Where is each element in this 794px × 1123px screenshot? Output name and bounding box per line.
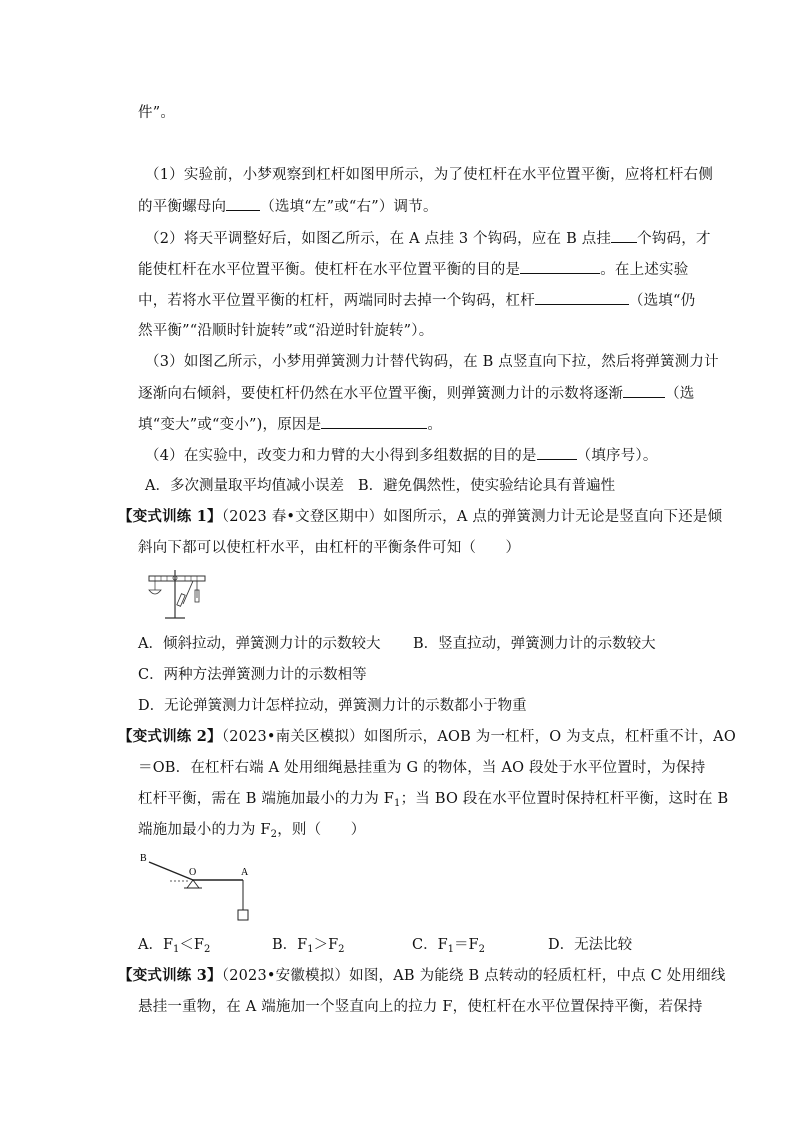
text-segment: 的平衡螺母向: [138, 199, 227, 215]
exercise-1-option-d: D．无论弹簧测力计怎样拉动，弹簧测力计的示数都小于物重: [138, 698, 527, 714]
exercise-2-line-2: ＝OB．在杠杆右端 A 处用细绳悬挂重为 G 的物体，当 AO 段处于水平位置时，为保持: [138, 760, 706, 776]
exercise-tag: 【变式训练 1】: [118, 508, 222, 525]
exercise-2-option-d: D．无法比较: [548, 937, 633, 953]
answer-blank[interactable]: [623, 383, 665, 398]
text-segment: A．F: [138, 937, 174, 953]
text-segment: 能使杠杆在水平位置平衡。使杠杆在水平位置平衡的目的是: [138, 262, 521, 278]
text-segment: C．F: [412, 937, 448, 953]
exercise-2-option-b: [272, 935, 345, 955]
subscript: 2: [338, 944, 345, 955]
exercise-1-line-2: 斜向下都可以使杠杆水平，由杠杆的平衡条件可知（ ）: [138, 540, 521, 556]
text-segment: 。: [427, 417, 443, 433]
exercise-2-option-a: [138, 935, 210, 955]
text-segment: ＝F: [454, 937, 479, 953]
text-segment: ＞F: [313, 937, 339, 953]
text-segment: 。在上述实验: [600, 262, 689, 278]
answer-blank[interactable]: [321, 414, 427, 429]
aob-lever-figure: [140, 850, 270, 925]
exercise-source: （2023 春•文登区期中）: [221, 509, 384, 525]
text-segment: （选填“左”或“右”）调节。: [260, 199, 438, 215]
label-o: O: [189, 867, 197, 878]
question-3-line-3: [138, 414, 442, 435]
text-segment: 如图所示，AOB 为一杠杆，O 为支点，杠杆重不计，AO: [363, 729, 736, 745]
question-2-line-2: [138, 259, 688, 280]
answer-blank[interactable]: [535, 290, 629, 305]
text-segment: 个钩码，才: [637, 231, 711, 247]
label-a: A: [241, 867, 249, 878]
subscript: 1: [173, 944, 180, 955]
exercise-1-option-a: A．倾斜拉动，弹簧测力计的示数较大: [138, 636, 381, 652]
exercise-3-line-1: [118, 966, 726, 986]
exercise-source: （2023•南关区模拟）: [221, 729, 364, 745]
text-segment: （填序号）。: [576, 448, 658, 464]
exercise-tag: 【变式训练 2】: [118, 728, 222, 745]
text-segment: ；当 BO 段在水平位置时保持杠杆平衡，这时在 B: [400, 791, 729, 807]
text-segment: （4）在实验中，改变力和力臂的大小得到多组数据的目的是: [145, 448, 537, 464]
question-1-line-2: [138, 196, 438, 217]
continued-text: 件”。: [138, 105, 176, 121]
question-2-line-4: 然平衡”“沿顺时针旋转”或“沿逆时针旋转”）。: [138, 323, 434, 339]
subscript: 1: [307, 944, 314, 955]
subscript: 1: [447, 944, 455, 955]
exercise-2-option-c: [412, 935, 485, 955]
text-segment: 中，若将水平位置平衡的杠杆，两端同时去掉一个钩码，杠杆: [138, 293, 535, 309]
text-segment: （选填“仍: [628, 293, 696, 309]
text-segment: ＜F: [179, 937, 204, 953]
answer-blank[interactable]: [520, 259, 600, 274]
exercise-1-option-c: C．两种方法弹簧测力计的示数相等: [138, 667, 367, 683]
text-segment: 杠杆平衡，需在 B 端施加最小的力为 F: [138, 791, 395, 807]
text-segment: （2）将天平调整好后，如图乙所示，在 A 点挂 3 个钩码，应在 B 点挂: [145, 231, 612, 247]
text-segment: 逐渐向右倾斜，要使杠杆仍然在水平位置平衡，则弹簧测力计的示数将逐渐: [138, 386, 624, 402]
exercise-1-line-1: [118, 507, 722, 527]
subscript: 2: [270, 829, 278, 840]
lever-spring-scale-figure: [145, 568, 209, 623]
text-segment: 如图所示，A 点的弹簧测力计无论是竖直向下还是倾: [383, 509, 723, 525]
text-segment: B．F: [272, 937, 308, 953]
question-4-line-1: [145, 445, 658, 466]
answer-blank[interactable]: [537, 445, 577, 460]
option-b: B．避免偶然性，使实验结论具有普遍性: [358, 478, 616, 494]
label-b: B: [140, 853, 147, 864]
exercise-2-line-1: [118, 727, 736, 747]
text-segment: 端施加最小的力为 F: [138, 822, 271, 838]
text-segment: （选: [665, 386, 695, 402]
question-3-line-1: （3）如图乙所示，小梦用弹簧测力计替代钩码，在 B 点竖直向下拉，然后将弹簧测力计: [145, 354, 719, 370]
subscript: 1: [394, 798, 401, 809]
exercise-2-line-4: [138, 820, 365, 840]
subscript: 2: [203, 944, 211, 955]
text-segment: ，则（ ）: [277, 822, 366, 838]
text-segment: 填“变大”或“变小”)，原因是: [138, 417, 322, 433]
text-segment: 如图，AB 为能绕 B 点转动的轻质杠杆，中点 C 处用细线: [349, 968, 726, 984]
question-2-line-3: [138, 290, 695, 311]
question-3-line-2: [138, 383, 695, 404]
exercise-source: （2023•安徽模拟）: [221, 968, 350, 984]
subscript: 2: [478, 944, 485, 955]
exercise-1-option-b: B．竖直拉动，弹簧测力计的示数较大: [413, 636, 656, 652]
exercise-3-line-2: 悬挂一重物，在 A 端施加一个竖直向上的拉力 F，使杠杆在水平位置保持平衡，若保持: [138, 999, 703, 1015]
answer-blank[interactable]: [226, 196, 260, 211]
question-2-line-1: [145, 228, 711, 249]
question-1-line-1: （1）实验前，小梦观察到杠杆如图甲所示，为了使杠杆在水平位置平衡，应将杠杆右侧: [145, 167, 714, 183]
exercise-tag: 【变式训练 3】: [118, 967, 222, 984]
answer-blank[interactable]: [611, 228, 637, 243]
option-a: A．多次测量取平均值减小误差: [145, 478, 344, 494]
exercise-2-line-3: [138, 789, 728, 809]
